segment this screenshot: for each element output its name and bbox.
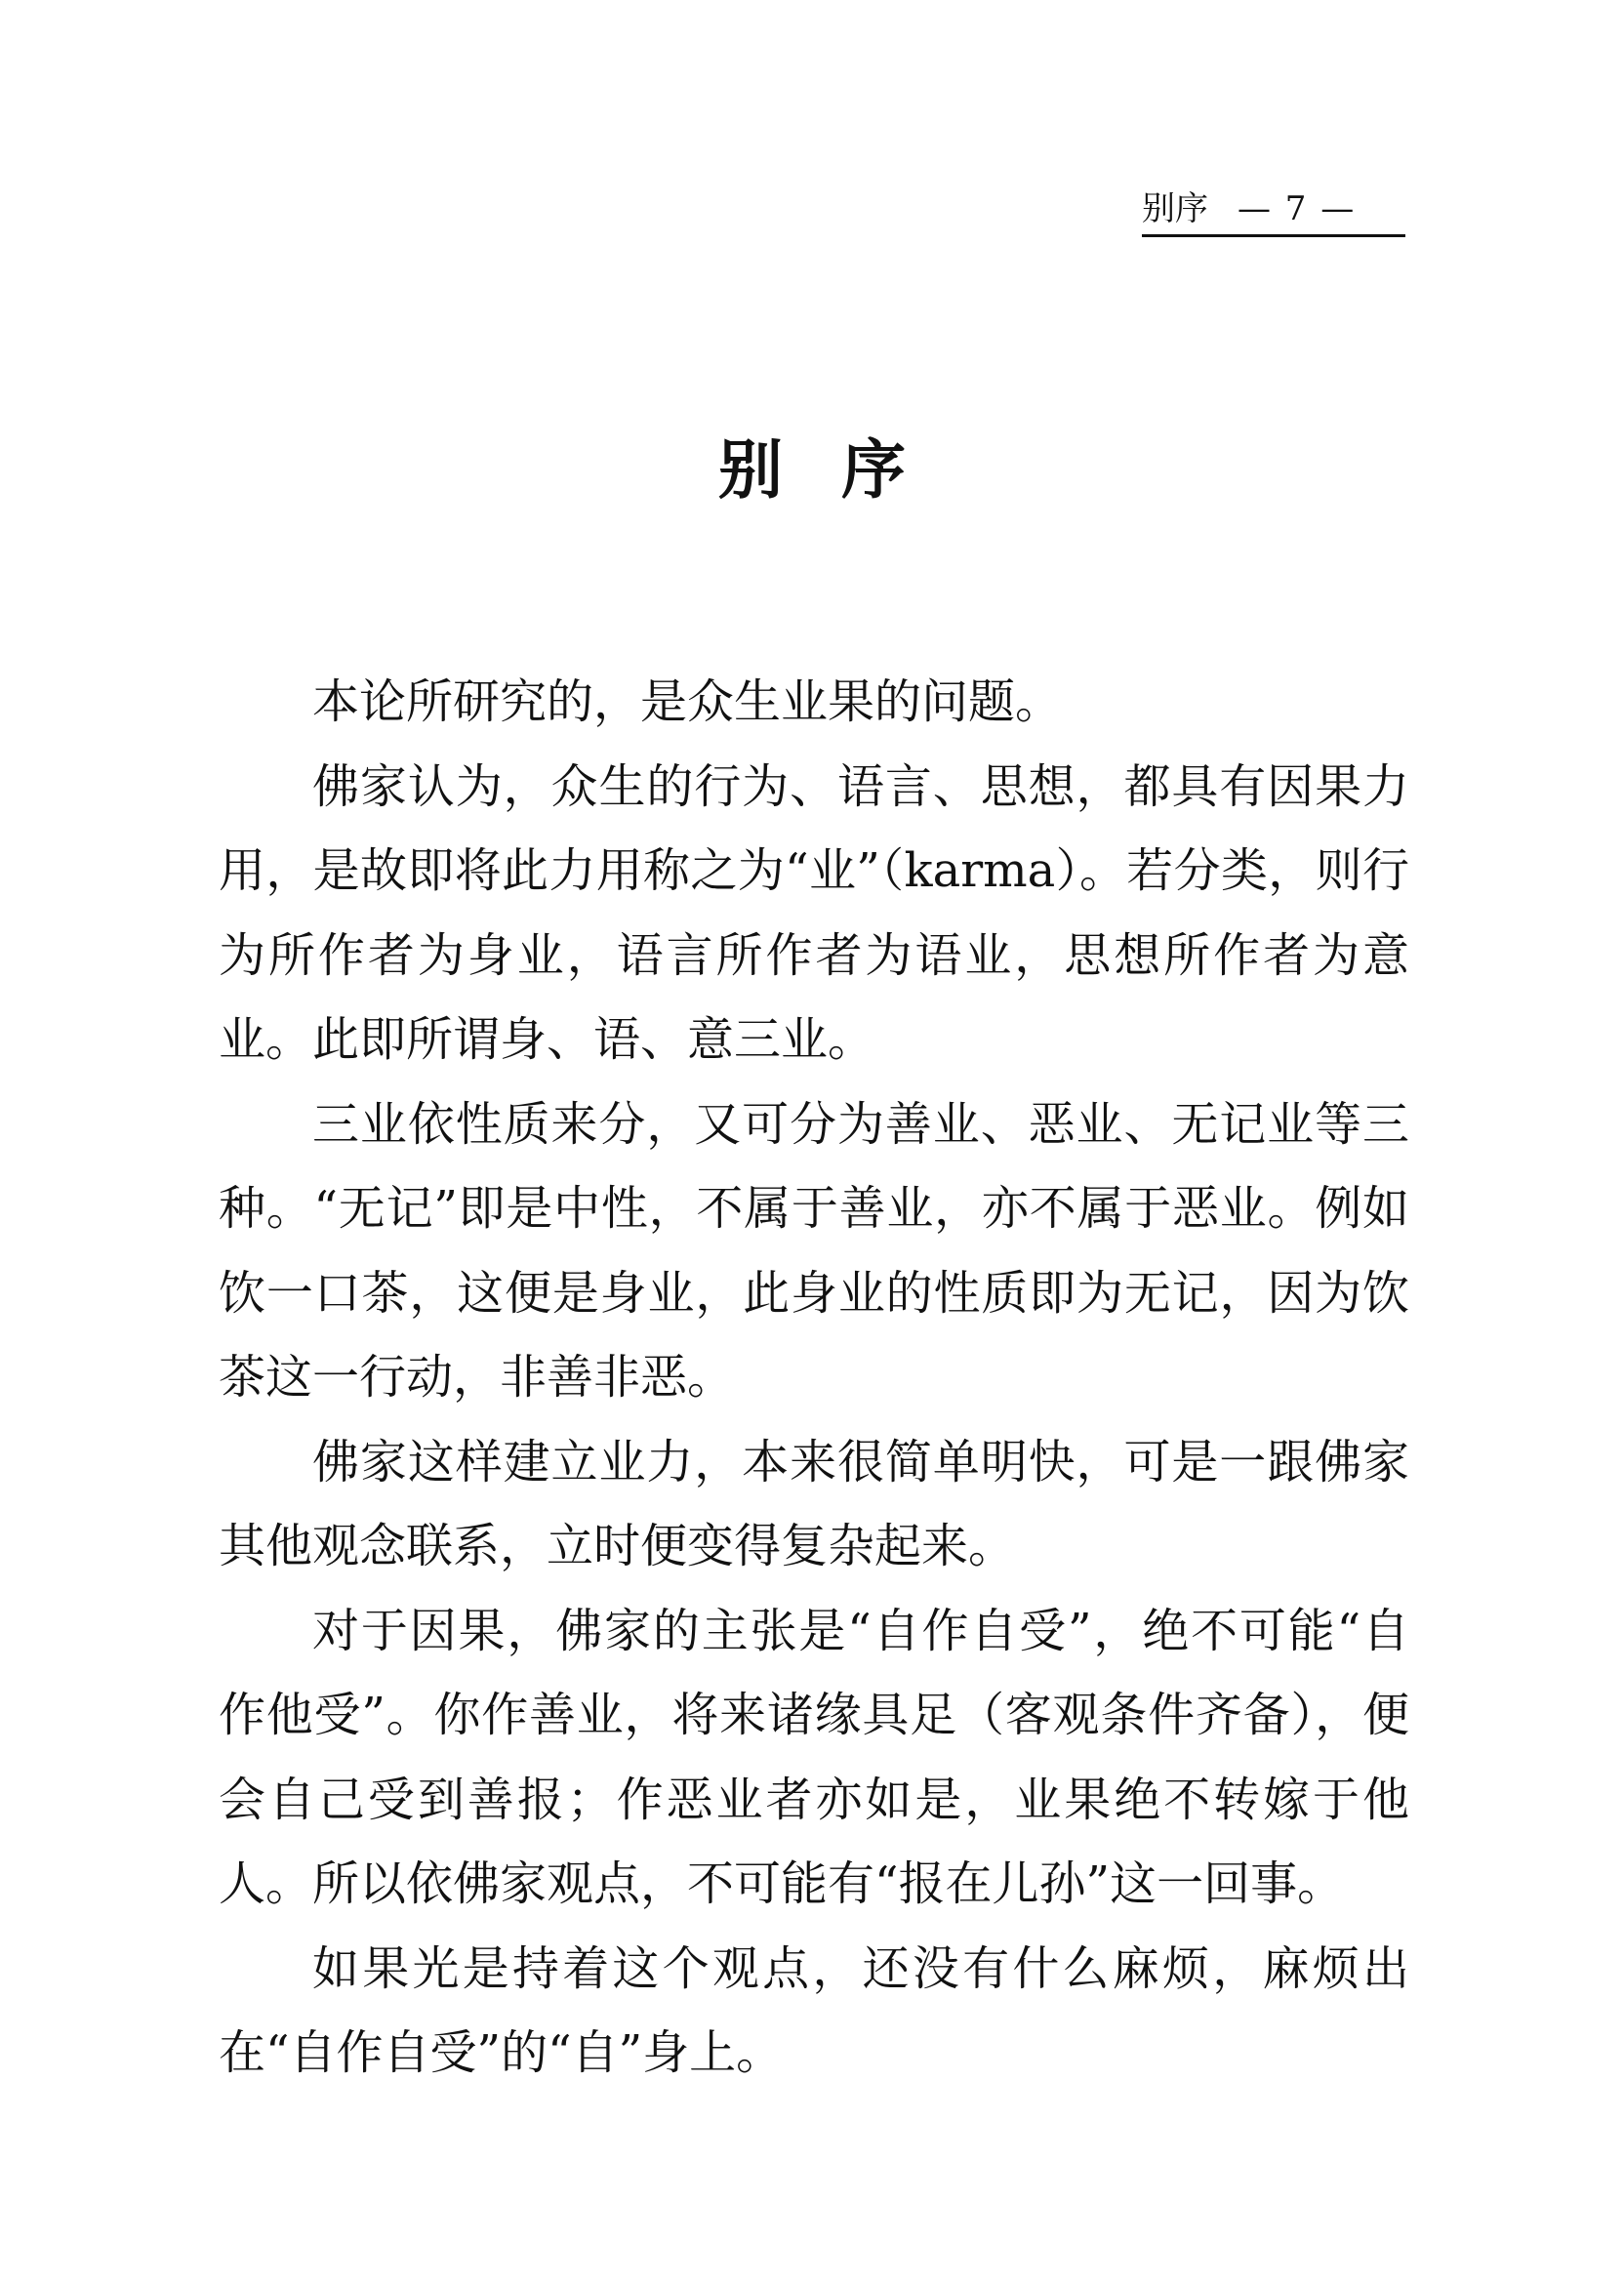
paragraph: 佛家认为，众生的行为、语言、思想，都具有因果力用，是故即将此力用称之为“业”（karma）。若分类，则行为所作者为身业，语言所作者为语业，思想所作者为意业。此即所谓身、语、意三业。 bbox=[219, 758, 1409, 1067]
paragraph: 本论所研究的，是众生业果的问题。 bbox=[312, 674, 1063, 729]
paragraph: 如果光是持着这个观点，还没有什么麻烦，麻烦出在“自作自受”的“自”身上。 bbox=[219, 1940, 1409, 2080]
running-header bbox=[1142, 184, 1405, 237]
paragraph: 对于因果，佛家的主张是“自作自受”，绝不可能“自作他受”。你作善业，将来诸缘具足（客观条件齐备），便会自己受到善报；作恶业者亦如是，业果绝不转嫁于他人。所以依佛家观点，不可能有“报在儿孙”这一回事。 bbox=[219, 1603, 1409, 1911]
paragraph: 三业依性质来分，又可分为善业、恶业、无记业等三种。“无记”即是中性，不属于善业，亦不属于恶业。例如饮一口茶，这便是身业，此身业的性质即为无记，因为饮茶这一行动，非善非恶。 bbox=[219, 1096, 1409, 1405]
body-text bbox=[219, 660, 1409, 2096]
header-section-title: 别序 bbox=[1142, 189, 1208, 228]
chapter-title: 别序 bbox=[718, 431, 964, 508]
header-page-number: — 7 — bbox=[1238, 189, 1357, 228]
paragraph: 佛家这样建立业力，本来很简单明快，可是一跟佛家其他观念联系，立时便变得复杂起来。 bbox=[219, 1434, 1409, 1573]
